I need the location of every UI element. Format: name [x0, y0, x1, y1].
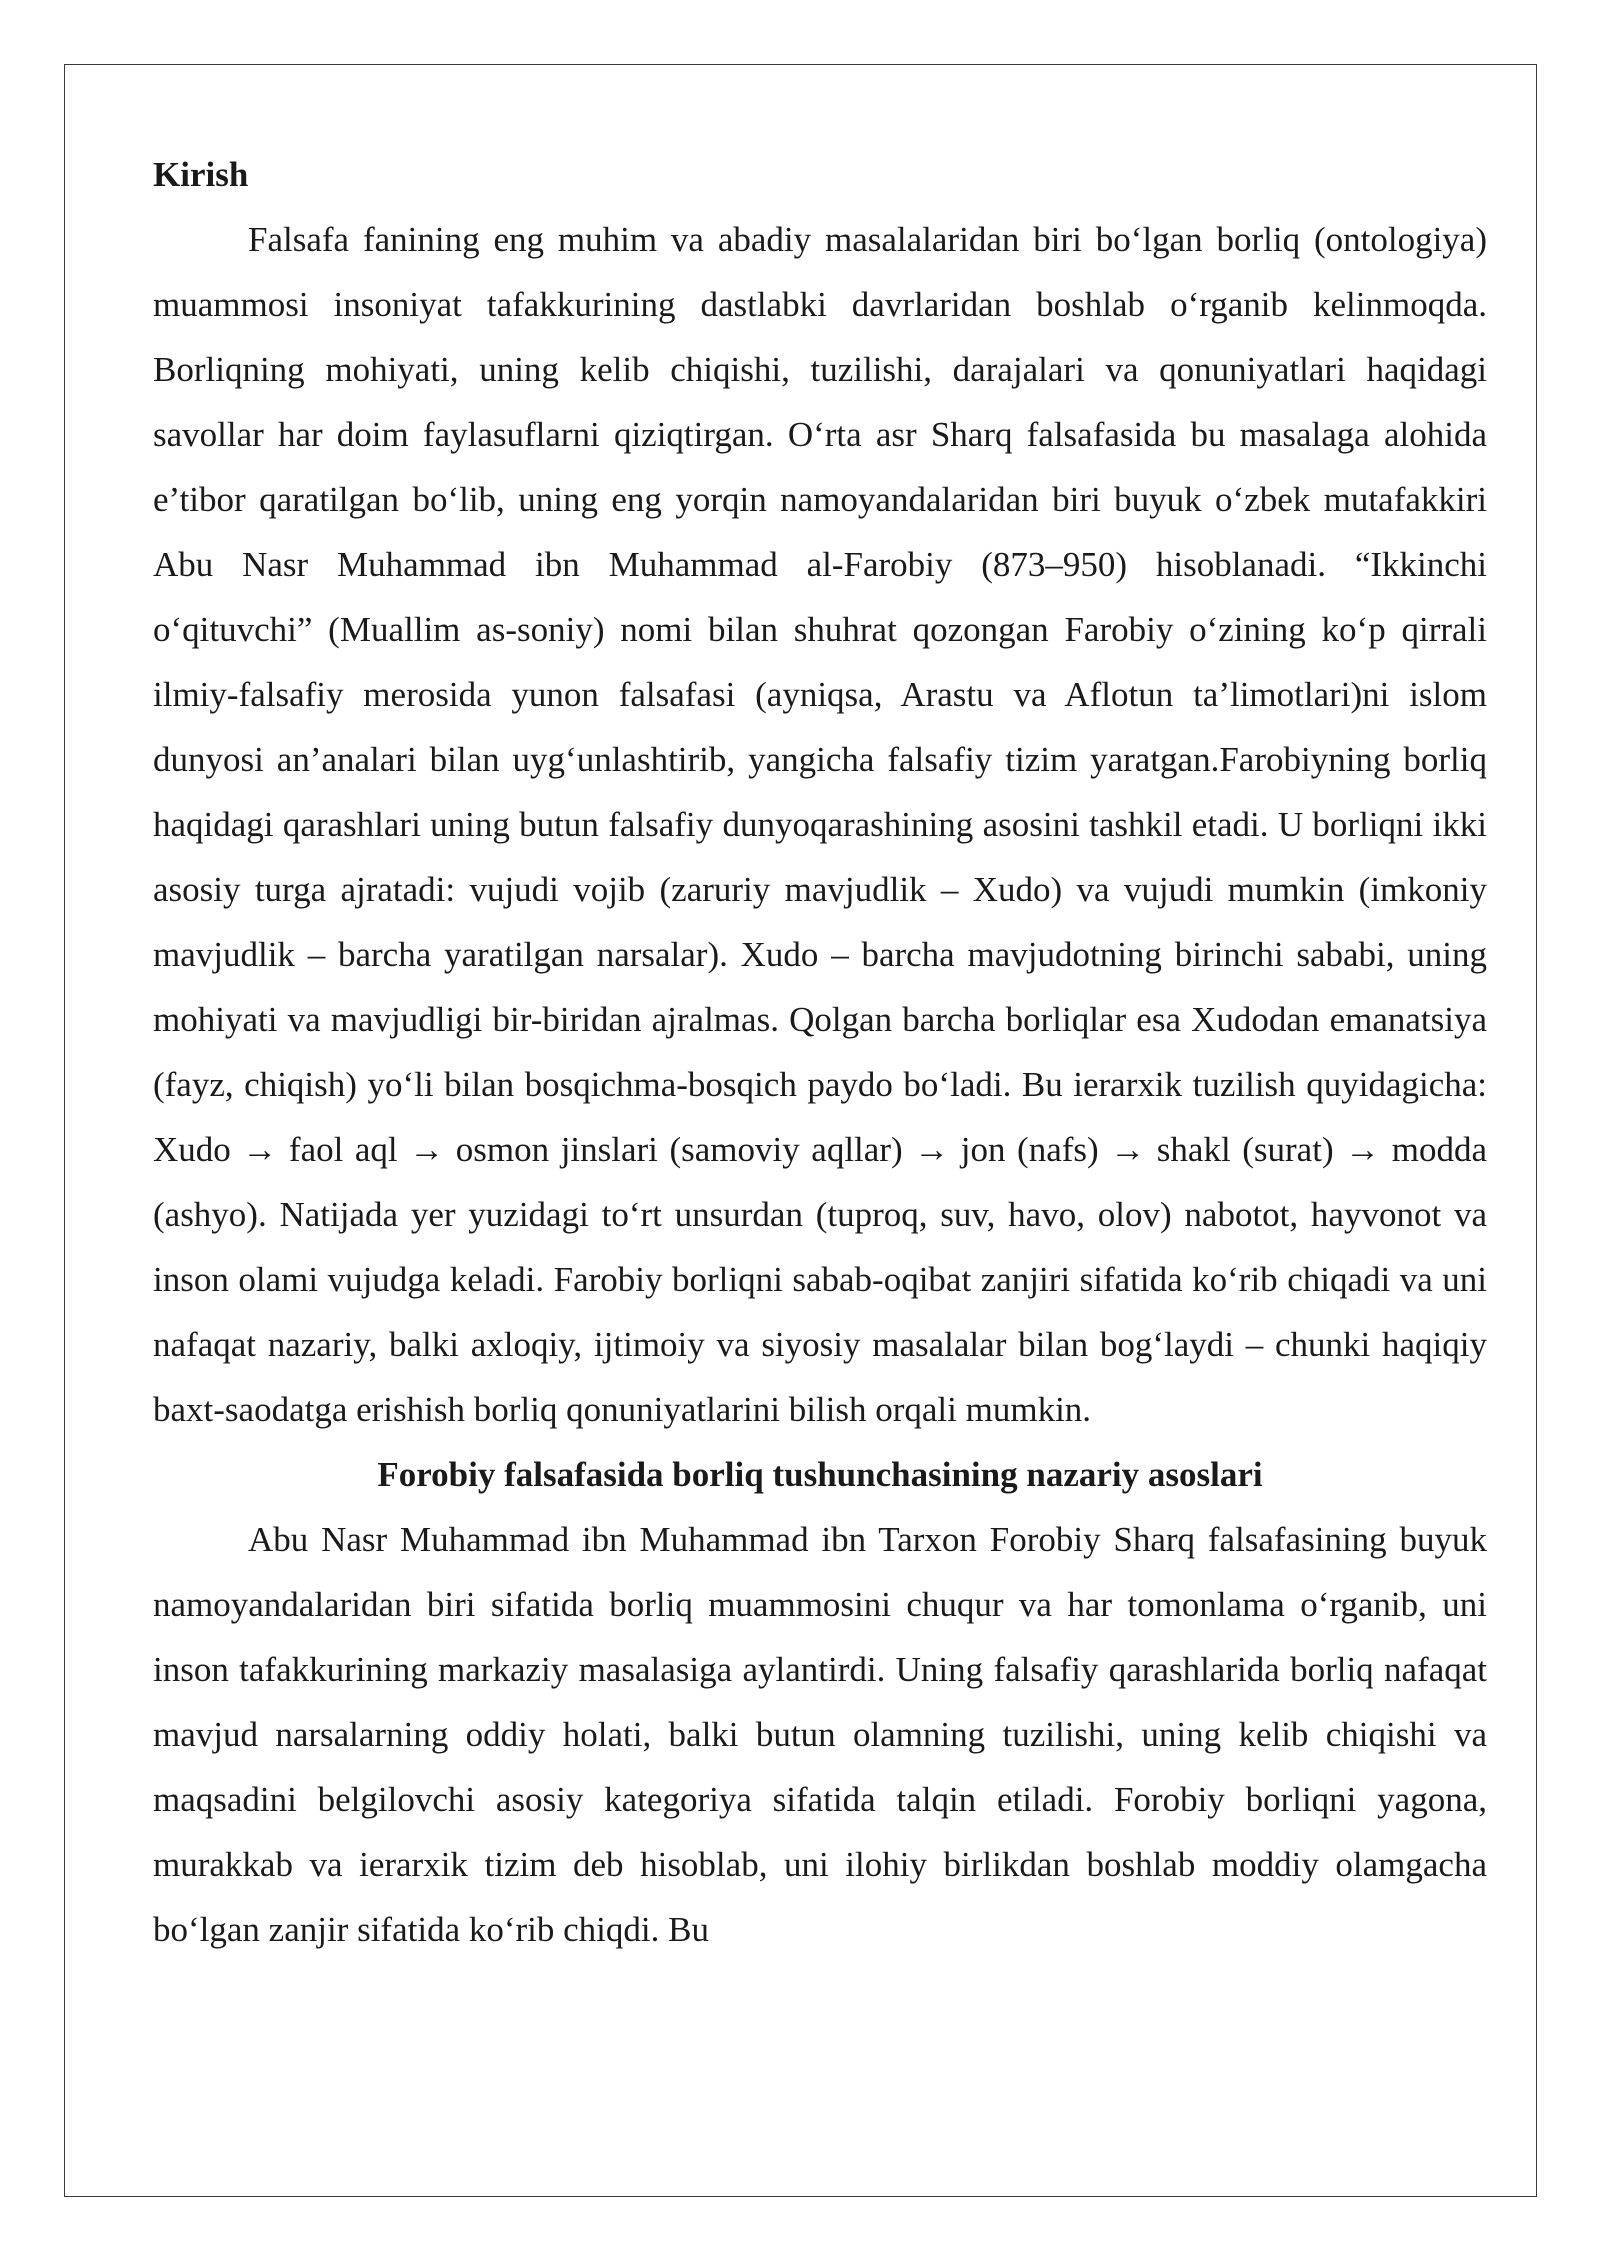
- document-body: [153, 142, 1487, 1962]
- intro-paragraph: Falsafa fanining eng muhim va abadiy masalalaridan biri bo‘lgan borliq (ontologiya) muammosi insoniyat tafakkurining dastlabki davrlaridan boshlab o‘rganib kelinmoqda. Borliqning mohiyati, uning kelib chiqishi, tuzilishi, darajalari va qonuniyatlari haqidagi savollar har doim faylasuflarni qiziqtirgan. O‘rta asr Sharq falsafasida bu masalaga alohida e’tibor qaratilgan bo‘lib, uning eng yorqin namoyandalaridan biri buyuk o‘zbek mutafakkiri Abu Nasr Muhammad ibn Muhammad al-Farobiy (873–950) hisoblanadi. “Ikkinchi o‘qituvchi” (Muallim as-soniy) nomi bilan shuhrat qozongan Farobiy o‘zining ko‘p qirrali ilmiy-falsafiy merosida yunon falsafasi (ayniqsa, Arastu va Aflotun ta’limotlari)ni islom dunyosi an’analari bilan uyg‘unlashtirib, yangicha falsafiy tizim yaratgan.Farobiyning borliq haqidagi qarashlari uning butun falsafiy dunyoqarashining asosini tashkil etadi. U borliqni ikki asosiy turga ajratadi: vujudi vojib (zaruriy mavjudlik – Xudo) va vujudi mumkin (imkoniy mavjudlik – barcha yaratilgan narsalar). Xudo – barcha mavjudotning birinchi sababi, uning mohiyati va mavjudligi bir-biridan ajralmas. Qolgan barcha borliqlar esa Xudodan emanatsiya (fayz, chiqish) yo‘li bilan bosqichma-bosqich paydo bo‘ladi. Bu ierarxik tuzilish quyidagicha: Xudo → faol aql → osmon jinslari (samoviy aqllar) → jon (nafs) → shakl (surat) → modda (ashyo). Natijada yer yuzidagi to‘rt unsurdan (tuproq, suv, havo, olov) nabotot, hayvonot va inson olami vujudga keladi. Farobiy borliqni sabab-oqibat zanjiri sifatida ko‘rib chiqadi va uni nafaqat nazariy, balki axloqiy, ijtimoiy va siyosiy masalalar bilan bog‘laydi – chunki haqiqiy baxt-saodatga erishish borliq qonuniyatlarini bilish orqali mumkin.: [153, 220, 1487, 1429]
- intro-heading: Kirish: [153, 155, 249, 194]
- section-paragraph: Abu Nasr Muhammad ibn Muhammad ibn Tarxon Forobiy Sharq falsafasining buyuk namoyandalaridan biri sifatida borliq muammosini chuqur va har tomonlama o‘rganib, uni inson tafakkurining markaziy masalasiga aylantirdi. Uning falsafiy qarashlarida borliq nafaqat mavjud narsalarning oddiy holati, balki butun olamning tuzilishi, uning kelib chiqishi va maqsadini belgilovchi asosiy kategoriya sifatida talqin etiladi. Forobiy borliqni yagona, murakkab va ierarxik tizim deb hisoblab, uni ilohiy birlikdan boshlab moddiy olamgacha bo‘lgan zanjir sifatida ko‘rib chiqdi. Bu: [153, 1520, 1487, 1949]
- section-heading: Forobiy falsafasida borliq tushunchasining nazariy asoslari: [377, 1455, 1263, 1494]
